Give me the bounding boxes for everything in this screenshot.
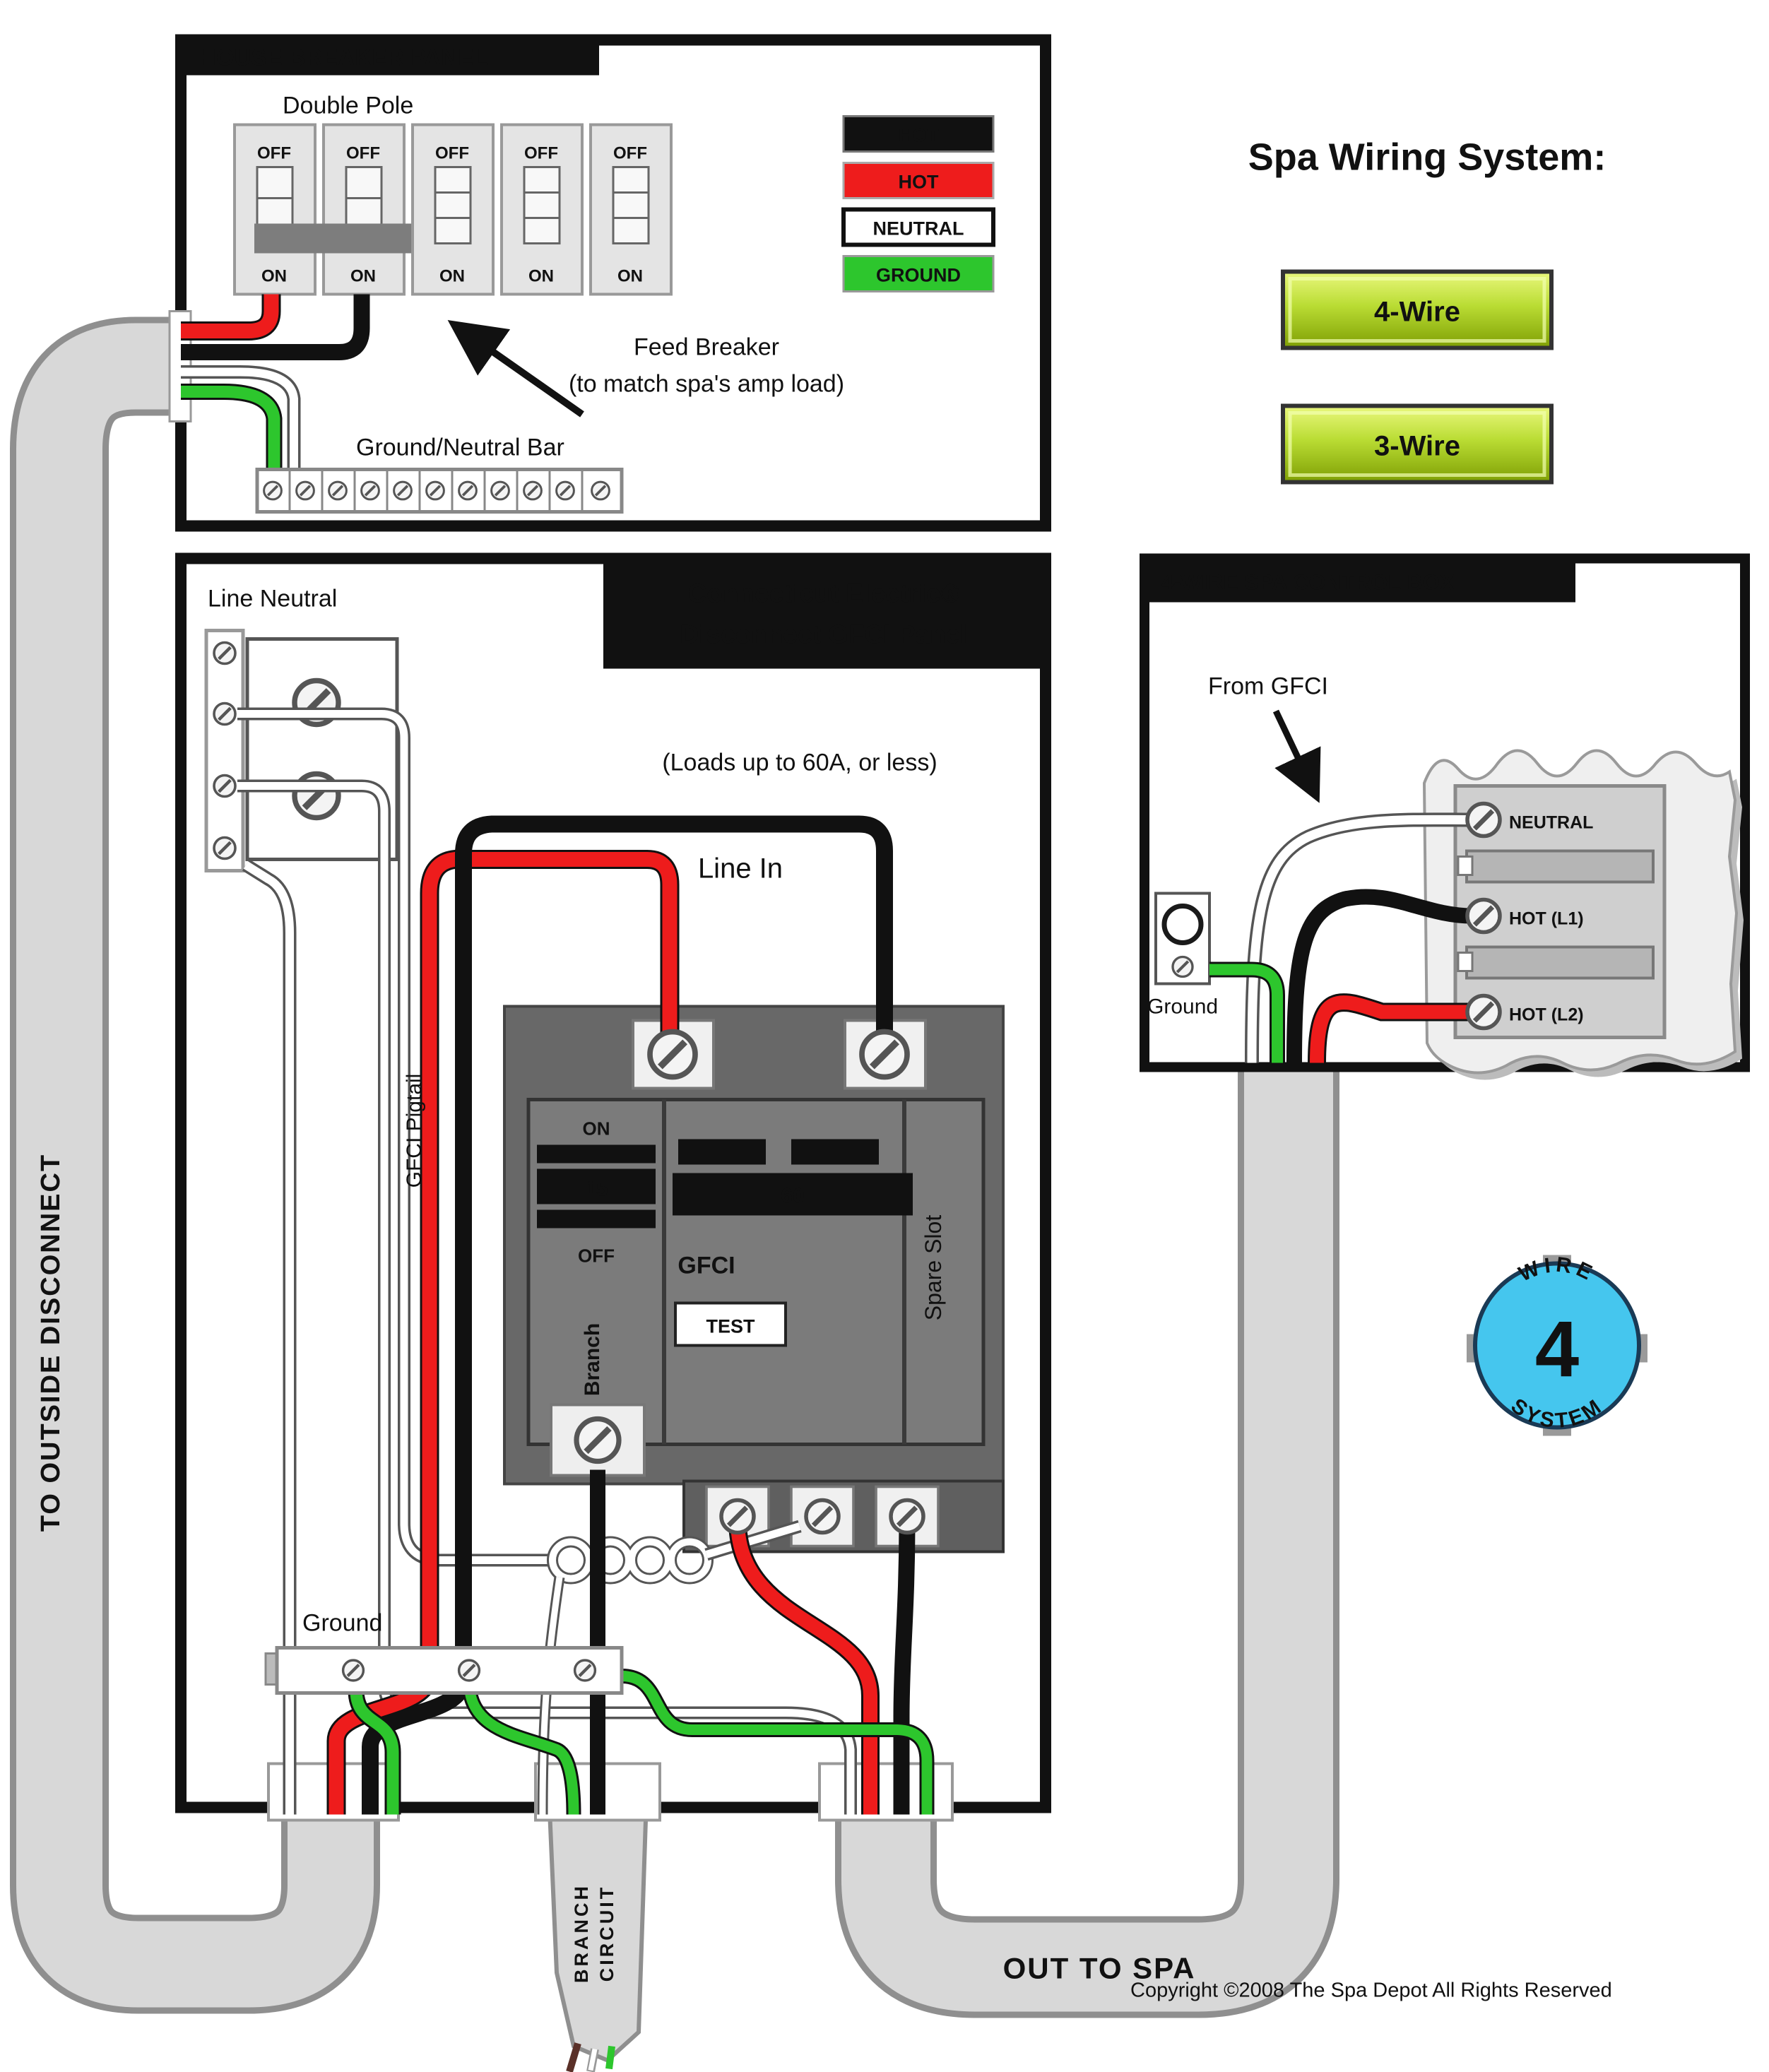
breaker-2	[324, 125, 404, 295]
copyright-text: Copyright ©2008 The Spa Depot All Rights Reserved	[1130, 1979, 1612, 2002]
screw-icon	[264, 482, 282, 499]
terminal-hot-l2-label: HOT (L2)	[1509, 1005, 1584, 1025]
double-pole-tie-bar	[254, 224, 432, 254]
screw-icon	[806, 1500, 839, 1533]
breaker-toggle	[435, 167, 471, 244]
gfci-amp-label: 60	[781, 1184, 805, 1208]
branch-circuit-label-line2: CIRCUIT	[596, 1884, 617, 1982]
screw-icon	[524, 482, 542, 499]
badge-number: 4	[1534, 1305, 1580, 1394]
breaker-toggle	[613, 167, 649, 244]
branch-label: Branch	[581, 1322, 604, 1397]
screw-icon	[459, 482, 477, 499]
breaker-off-label: OFF	[613, 143, 647, 163]
screw-icon	[459, 1660, 480, 1681]
branch-on-label: ON	[582, 1118, 610, 1139]
double-pole-label: Double Pole	[283, 92, 414, 119]
line-neutral-bar	[206, 631, 243, 871]
three-wire-button[interactable]	[1283, 406, 1551, 483]
screw-icon	[343, 1660, 364, 1681]
outside-disconnect-label: TO OUTSIDE DISCONNECT	[36, 1153, 66, 1532]
legend-neutral-label: NEUTRAL	[872, 218, 964, 239]
breaker-5	[591, 125, 671, 295]
branch-hot-wire-tip	[569, 2044, 578, 2072]
gfci-title-line1: Connecticut Electric®	[687, 579, 960, 608]
branch-circuit-label-line1: BRANCH	[571, 1883, 592, 1983]
screw-icon	[214, 776, 235, 797]
screw-icon	[492, 482, 509, 499]
screw-icon	[592, 482, 610, 499]
line-neutral-label: Line Neutral	[208, 585, 338, 612]
breaker-on-label: ON	[261, 266, 287, 286]
screw-icon	[576, 1419, 619, 1462]
breaker-switches	[235, 125, 671, 295]
gfci-breaker-assembly	[504, 1007, 1003, 1552]
gfci-title-line2: Disconnect GFCI Panel	[680, 620, 968, 649]
badge-wire-text: WIRE	[1515, 1253, 1599, 1287]
screw-icon	[557, 482, 574, 499]
screw-icon	[214, 643, 235, 664]
screw-icon	[862, 1032, 907, 1077]
branch-amp-label: 15	[584, 1177, 608, 1201]
loads-note: (Loads up to 60A, or less)	[662, 749, 937, 776]
screw-icon	[362, 482, 379, 499]
four-wire-system-badge	[1467, 1253, 1647, 1436]
screw-icon	[1467, 996, 1500, 1029]
screw-icon	[650, 1032, 695, 1077]
screw-icon	[214, 838, 235, 859]
screw-icon	[427, 482, 444, 499]
terminal-slot	[1467, 851, 1653, 882]
gfci-ground-bar	[266, 1648, 622, 1693]
breaker-off-label: OFF	[257, 143, 291, 163]
gfci-ground-label: Ground	[302, 1609, 383, 1637]
out-to-spa-label: OUT TO SPA	[1002, 1951, 1196, 1985]
gfci-label: GFCI	[678, 1252, 735, 1279]
four-wire-button[interactable]	[1283, 272, 1551, 348]
spa-box-title: 4-WIRE SPA CONTROL BOX	[1161, 569, 1455, 595]
breaker-on-label: ON	[528, 266, 554, 286]
legend-hot-black-label: HOT	[898, 124, 939, 146]
breaker-off-label: OFF	[346, 143, 380, 163]
ground-neutral-bar	[257, 470, 622, 512]
spa-wiring-system-heading: Spa Wiring System:	[1248, 136, 1607, 179]
terminal-neutral-label: NEUTRAL	[1509, 812, 1594, 833]
screw-icon	[1173, 957, 1193, 977]
screw-icon	[297, 482, 314, 499]
neutral-lug-block	[247, 639, 397, 860]
test-button-label: TEST	[706, 1315, 755, 1337]
house-breaker-panel	[170, 37, 1046, 526]
breaker-off-label: OFF	[435, 143, 469, 163]
gfci-pigtail-label: GFCI Pigtail	[403, 1073, 426, 1188]
feed-breaker-note-line2: (to match spa's amp load)	[568, 370, 845, 398]
breaker-toggle	[524, 167, 560, 244]
line-in-label: Line In	[697, 853, 783, 884]
screw-icon	[394, 482, 412, 499]
badge-system-text: SYSTEM	[1506, 1394, 1608, 1433]
breaker-off-label: OFF	[524, 143, 558, 163]
branch-off-label: OFF	[578, 1245, 615, 1267]
load-black-wire	[901, 1521, 907, 1815]
ground-neutral-bar-label: Ground/Neutral Bar	[356, 434, 564, 461]
breaker-1	[235, 125, 315, 295]
breaker-on-label: ON	[439, 266, 465, 286]
three-wire-button-label: 3-Wire	[1374, 430, 1460, 462]
breaker-on-label: ON	[617, 266, 643, 286]
breaker-on-label: ON	[350, 266, 376, 286]
breaker-4	[502, 125, 582, 295]
spare-slot-label: Spare Slot	[921, 1214, 946, 1321]
terminal-slot	[1467, 947, 1653, 978]
screw-icon	[891, 1500, 923, 1533]
terminal-hot-l1-label: HOT (L1)	[1509, 908, 1584, 929]
feed-breaker-note-line1: Feed Breaker	[634, 333, 779, 361]
legend-ground-label: GROUND	[876, 264, 961, 286]
gfci-title-box	[603, 556, 1046, 669]
breaker-3	[413, 125, 493, 295]
four-wire-button-label: 4-Wire	[1374, 296, 1460, 328]
legend-hot-red-label: HOT	[898, 171, 939, 193]
branch-ground-wire-tip	[609, 2047, 612, 2069]
from-gfci-label: From GFCI	[1208, 673, 1328, 700]
screw-icon	[1467, 804, 1500, 836]
screw-icon	[575, 1660, 596, 1681]
screw-icon	[329, 482, 347, 499]
screw-icon	[1467, 900, 1500, 933]
spa-ground-terminal	[1156, 894, 1209, 984]
screw-icon	[721, 1500, 754, 1533]
spa-ground-label: Ground	[1147, 995, 1219, 1019]
screw-icon	[214, 704, 235, 725]
house-panel-title: HOUSE BREAKER PANEL	[199, 44, 488, 71]
